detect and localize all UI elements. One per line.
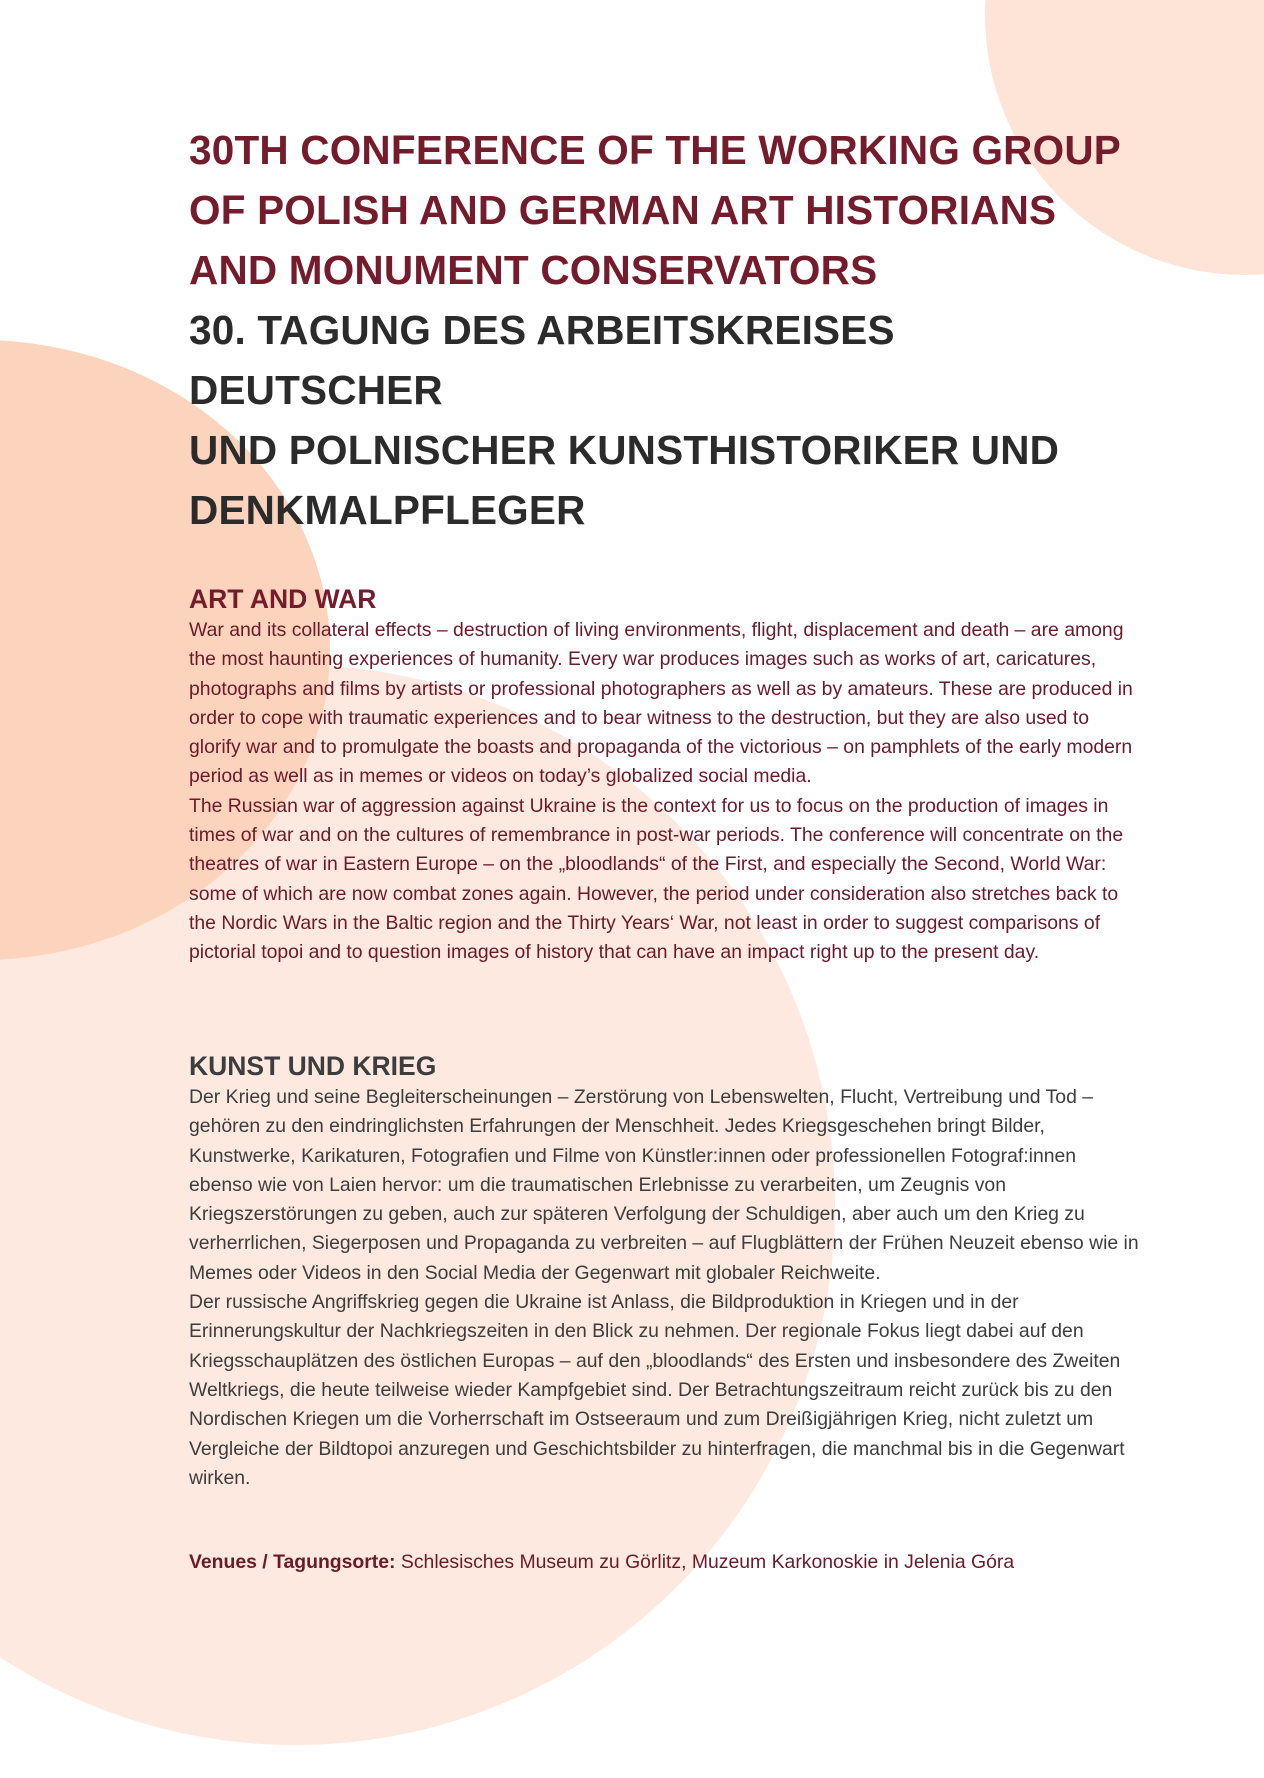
paragraph-en-1: War and its collateral effects – destruction of living environments, flight, displacement and death – are among the most haunting experiences of humanity. Every war produces images such as works of art, caricatures, photographs and films by artists or professional photographers as well as by amateurs. These are produced in order to cope with traumatic experiences and to bear witness to the destruction, but they are also used to glorify war and to promulgate the boasts and propaganda of the victorious – on pamphlets of the early modern period as well as in memes or videos on today’s globalized social media.	[189, 619, 1133, 788]
section-kunst-und-krieg	[189, 1049, 1139, 1493]
title-de-line-2: UND POLNISCHER KUNSTHISTORIKER UND	[189, 427, 1060, 473]
title-en-line-3: AND MONUMENT CONSERVATORS	[189, 247, 878, 293]
title-de-line-1: 30. TAGUNG DES ARBEITSKREISES DEUTSCHER	[189, 307, 895, 413]
title-en-line-1: 30TH CONFERENCE OF THE WORKING GROUP	[189, 127, 1121, 173]
paragraph-en-2: The Russian war of aggression against Ukraine is the context for us to focus on the production of images in times of war and on the cultures of remembrance in post-war periods. The conference will concentrate on the theatres of war in Eastern Europe – on the „bloodlands“ of the First, and especially the Second, World War: some of which are now combat zones again. However, the period under consideration also stretches back to the Nordic Wars in the Baltic region and the Thirty Years‘ War, not least in order to suggest comparisons of pictorial topoi and to question images of history that can have an impact right up to the present day.	[189, 794, 1124, 964]
title-en-line-2: OF POLISH AND GERMAN ART HISTORIANS	[189, 187, 1057, 233]
title-german	[189, 300, 1149, 540]
title-de-line-3: DENKMALPFLEGER	[189, 487, 586, 533]
section-art-and-war	[189, 582, 1139, 968]
paragraph-de-2: Der russische Angriffskrieg gegen die Ukraine ist Anlass, die Bildproduktion in Kriegen und in der Erinnerungskultur der Nachkriegszeiten in den Blick zu nehmen. Der regionale Fokus liegt dabei auf den Kriegsschauplätzen des östlichen Europas – auf den „bloodlands“ des Ersten und insbesondere des Zweiten Weltkriegs, die heute teilweise wieder Kampfgebiet sind. Der Betrachtungszeitraum reicht zurück bis zu den Nordischen Kriegen um die Vorherrschaft im Ostseeraum und zum Dreißigjährigen Krieg, nicht zuletzt um Vergleiche der Bildtopoi anzuregen und Geschichtsbilder zu hinterfragen, die manchmal bis in die Gegenwart wirken.	[189, 1291, 1125, 1489]
paragraph-de-1: Der Krieg und seine Begleiterscheinungen – Zerstörung von Lebenswelten, Flucht, Vertreibung und Tod – gehören zu den eindringlichsten Erfahrungen der Menschheit. Jedes Kriegsgeschehen bringt Bilder, Kunstwerke, Karikaturen, Fotografien und Filme von Künstler:innen oder professionellen Fotograf:innen ebenso wie von Laien hervor: um die traumatischen Erlebnisse zu verarbeiten, um Zeugnis von Kriegszerstörungen zu geben, auch zur späteren Verfolgung der Schuldigen, aber auch um den Krieg zu verherrlichen, Siegerposen und Propaganda zu verbreiten – auf Flugblättern der Frühen Neuzeit ebenso wie in Memes oder Videos in den Social Media der Gegenwart mit globaler Reichweite.	[189, 1086, 1139, 1284]
title-block	[189, 120, 1149, 540]
venues-line	[189, 1548, 1149, 1577]
section-title-en: ART AND WAR	[189, 584, 377, 614]
section-title-de: KUNST UND KRIEG	[189, 1051, 437, 1081]
title-english	[189, 120, 1149, 300]
venues-text: Schlesisches Museum zu Görlitz, Muzeum Karkonoskie in Jelenia Góra	[400, 1551, 1015, 1573]
venues-label: Venues / Tagungsorte:	[189, 1551, 396, 1573]
